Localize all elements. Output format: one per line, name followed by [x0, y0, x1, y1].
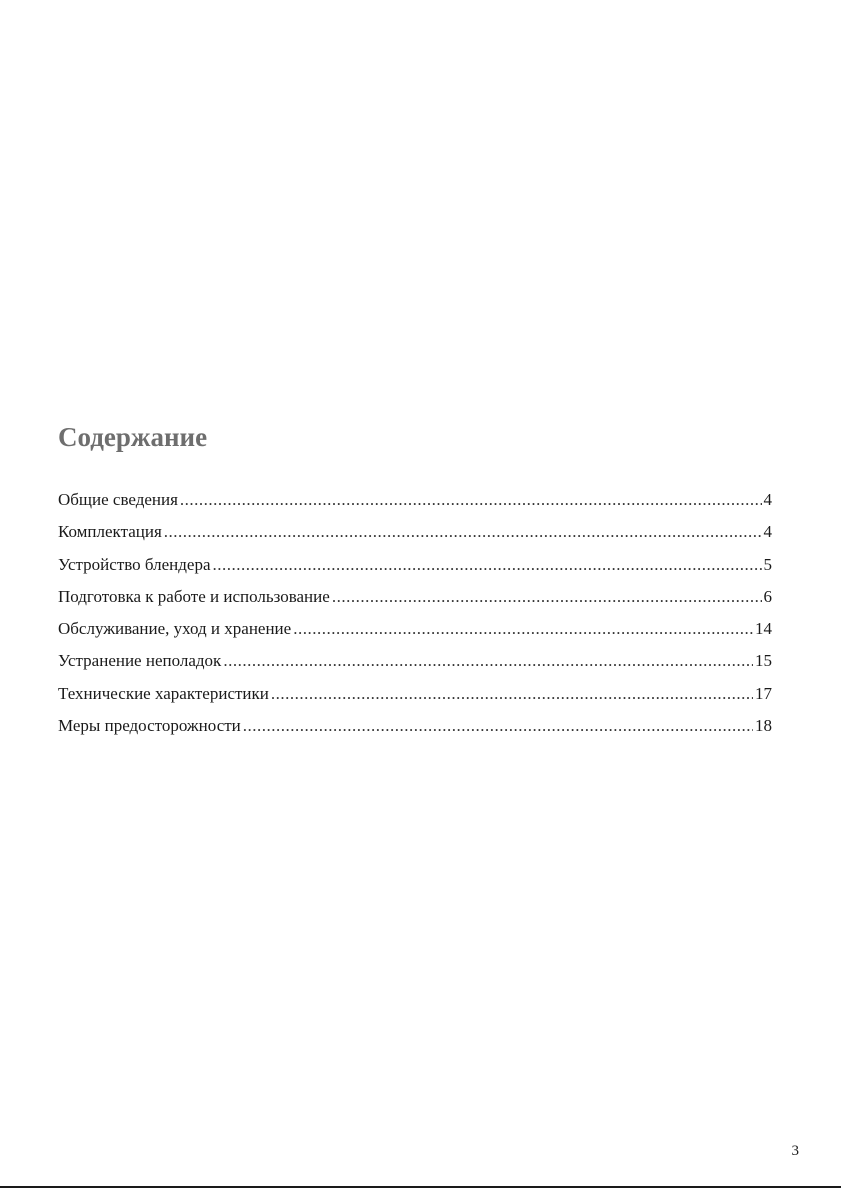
toc-entry-general-info[interactable] [58, 484, 772, 516]
toc-entry-title: Технические характеристики [58, 683, 269, 703]
toc-entry-page: 4 [763, 490, 772, 509]
toc-entry-specifications[interactable] [58, 678, 772, 710]
toc-entry-safety-precautions[interactable] [58, 710, 772, 742]
toc-entry-title: Комплектация [58, 522, 162, 542]
toc-dot-leader [293, 613, 753, 645]
page-number: 3 [791, 1143, 799, 1159]
toc-dot-leader [213, 549, 762, 581]
toc-entry-title: Обслуживание, уход и хранение [58, 619, 292, 639]
toc-entry-page: 6 [763, 586, 772, 606]
toc-entry-package-contents[interactable] [58, 516, 772, 548]
toc-entry-preparation-and-use[interactable] [58, 581, 772, 613]
toc-entry-maintenance[interactable] [58, 613, 772, 645]
toc-entry-blender-design[interactable] [58, 549, 772, 581]
toc-heading: Содержание [58, 422, 208, 452]
toc-entry-page: 4 [763, 522, 772, 542]
toc-entry-title: Меры предосторожности [58, 716, 241, 736]
toc-entry-title: Устройство блендера [58, 554, 211, 574]
toc-dot-leader [164, 516, 762, 548]
toc-dot-leader [332, 581, 762, 613]
toc-dot-leader [180, 484, 762, 516]
toc-entry-title: Общие сведения [58, 490, 178, 509]
table-of-contents [58, 484, 772, 742]
toc-entry-page: 17 [755, 683, 772, 703]
toc-dot-leader [243, 710, 753, 742]
toc-entry-title: Устранение неполадок [58, 651, 222, 671]
toc-entry-troubleshooting[interactable] [58, 645, 772, 677]
toc-entry-page: 18 [755, 716, 772, 736]
toc-dot-leader [271, 678, 753, 710]
bottom-divider [0, 1186, 841, 1188]
toc-entry-title: Подготовка к работе и использование [58, 586, 330, 606]
toc-dot-leader [223, 645, 753, 677]
toc-entry-page: 5 [763, 554, 772, 574]
toc-entry-page: 15 [755, 651, 772, 671]
toc-entry-page: 14 [755, 619, 772, 639]
